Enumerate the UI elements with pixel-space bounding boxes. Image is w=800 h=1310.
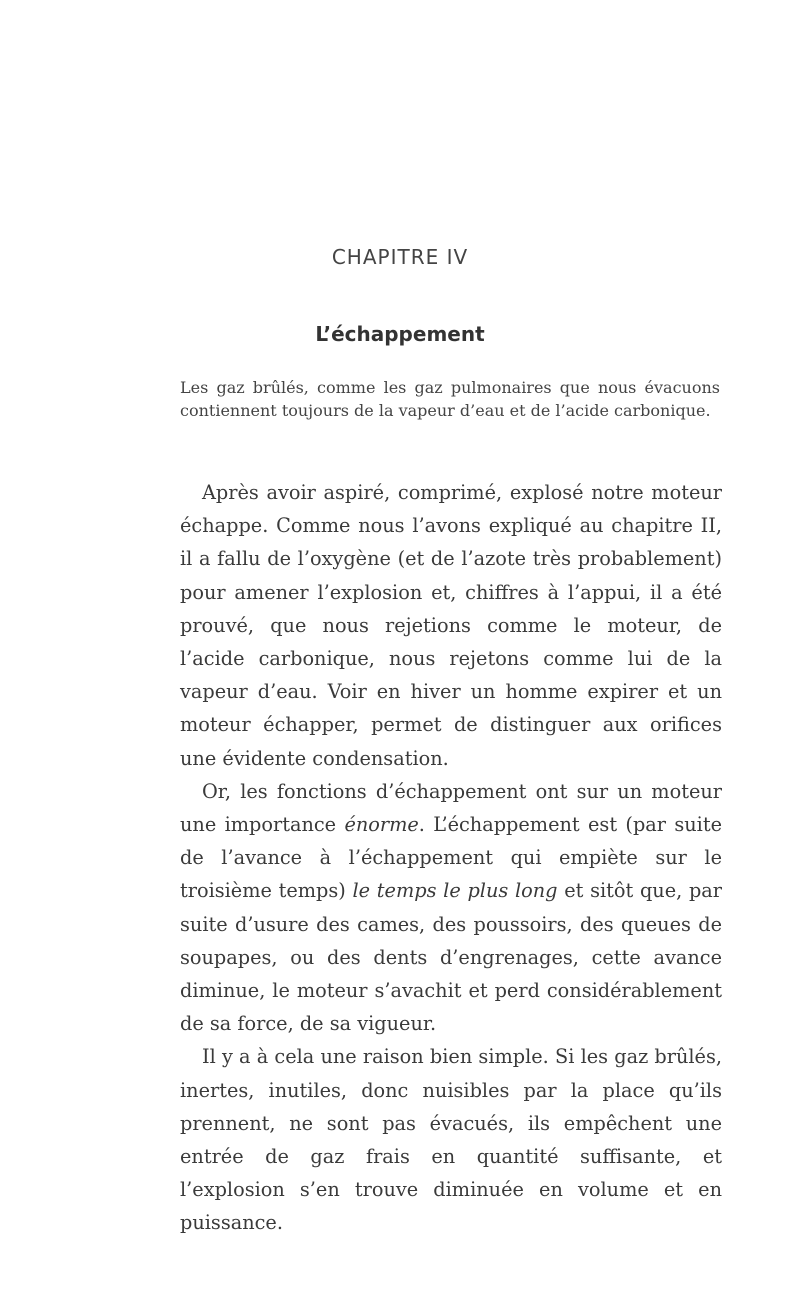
chapter-summary: Les gaz brûlés, comme les gaz pulmonaires que nous évacuons contiennent toujours de la vapeur d’eau et de l’acide carbonique. (180, 378, 720, 420)
paragraph-2-part-c: . L’échappement est (par suite de l’avance à l’échappement qui empiète sur le troisième temps) (180, 813, 722, 903)
chapter-heading: CHAPITRE IV (331, 245, 469, 269)
chapter-title: L’échappement (315, 322, 485, 346)
emphasis-enorme: énorme (344, 813, 419, 837)
chapter-body (180, 476, 722, 1240)
paragraph-2-part-e: et sitôt que, par suite d’usure des cames, des poussoirs, des queues de soupapes, ou des dents d’engrenages, cette avance diminue, le moteur s’avachit et perd considérablement de sa force, de sa vigueur. (180, 879, 722, 1036)
paragraph-2 (180, 775, 722, 1041)
paragraph-3: Il y a à cela une raison bien simple. Si les gaz brûlés, inertes, inutiles, donc nuisibles par la place qu’ils prennent, ne sont pas évacués, ils empêchent une entrée de gaz frais en quantité suffisante, et l’explosion s’en trouve diminuée en volume et en puissance. (180, 1045, 722, 1235)
paragraph-1: Après avoir aspiré, comprimé, explosé notre moteur échappe. Comme nous l’avons expliqué au chapitre II, il a fallu de l’oxygène (et de l’azote très probablement) pour amener l’explosion et, chiffres à l’appui, il a été prouvé, que nous rejetions comme le moteur, de l’acide carbonique, nous rejetons comme lui de la vapeur d’eau. Voir en hiver un homme expirer et un moteur échapper, permet de distinguer aux orifices une évidente condensation. (180, 481, 722, 770)
paragraph-2-part-a: Or, les fonctions d’échappement ont sur un moteur une importance (180, 779, 722, 837)
emphasis-temps-plus-long: le temps le plus long (352, 879, 558, 903)
